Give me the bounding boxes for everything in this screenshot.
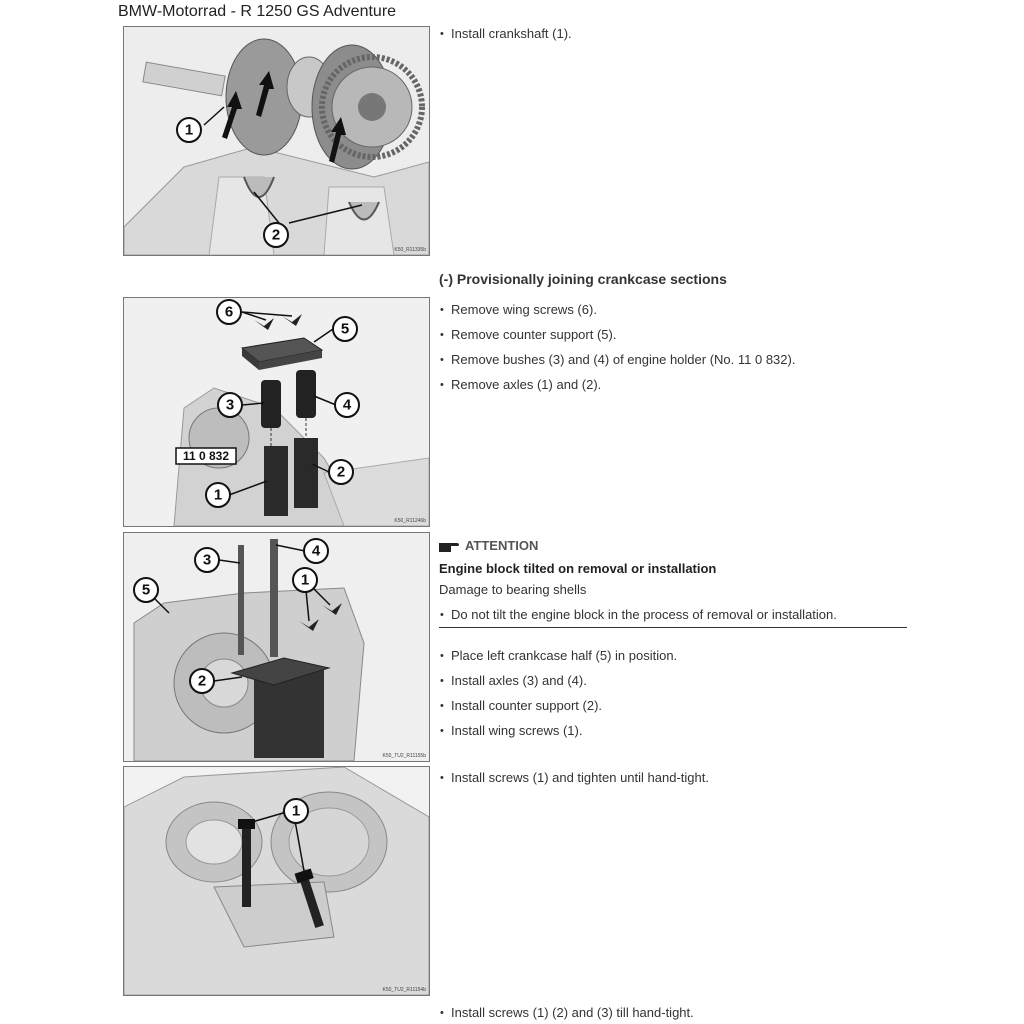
attention-title: Engine block tilted on removal or installation — [439, 561, 717, 576]
callout-2 — [264, 223, 288, 247]
document-title: BMW-Motorrad - R 1250 GS Adventure — [118, 3, 397, 20]
step-screws-final-block — [439, 1005, 909, 1021]
callout-5 — [333, 317, 357, 341]
figure-crankshaft — [123, 26, 430, 256]
callout-6 — [217, 300, 241, 324]
svg-text:5: 5 — [340, 320, 350, 338]
crankshaft-illustration — [124, 27, 429, 255]
callout-2 — [329, 460, 353, 484]
pointing-hand-icon — [439, 540, 459, 552]
svg-text:4: 4 — [311, 542, 321, 560]
step-install-crankshaft: • Install crankshaft (1). — [439, 26, 909, 42]
step-remove-bushes: • Remove bushes (3) and (4) of engine holder (No. 11 0 832). — [439, 352, 909, 368]
step-remove-wing-screws: • Remove wing screws (6). — [439, 302, 909, 318]
svg-text:6: 6 — [224, 303, 234, 321]
callout-3 — [218, 393, 242, 417]
step-place-crankcase-half: • Place left crankcase half (5) in position. — [439, 648, 909, 664]
callout-1 — [293, 568, 317, 592]
figure-code: K50_TU2_R11155b — [382, 753, 426, 759]
svg-text:2: 2 — [197, 672, 207, 690]
attention-instruction: • Do not tilt the engine block in the process of removal or installation. — [439, 607, 909, 623]
figure-code: K50_TU2_R11154b — [382, 987, 426, 993]
svg-text:1: 1 — [213, 486, 223, 504]
crankcase-screws-illustration — [124, 767, 429, 995]
figure-code: K50_R11246b — [394, 518, 426, 524]
step-screws-hand-tight-block — [439, 770, 909, 786]
svg-text:3: 3 — [202, 551, 212, 569]
step-screws-final: • Install screws (1) (2) and (3) till hand-tight. — [439, 1005, 909, 1021]
crankcase-position-illustration — [124, 533, 429, 761]
callout-1 — [177, 118, 201, 142]
callout-1 — [206, 483, 230, 507]
svg-text:5: 5 — [141, 581, 151, 599]
remove-steps-list — [439, 302, 909, 393]
step-screws-hand-tight: • Install screws (1) and tighten until hand-tight. — [439, 770, 909, 786]
attention-divider — [439, 627, 907, 628]
figure-crankcase-screws — [123, 766, 430, 996]
svg-text:1: 1 — [300, 571, 310, 589]
place-steps-list — [439, 648, 909, 739]
attention-header — [439, 538, 909, 553]
step-remove-axles: • Remove axles (1) and (2). — [439, 377, 909, 393]
engine-holder-illustration — [124, 298, 429, 526]
step-install-axles: • Install axles (3) and (4). — [439, 673, 909, 689]
callout-3 — [195, 548, 219, 572]
step-remove-counter-support: • Remove counter support (5). — [439, 327, 909, 343]
callout-4 — [304, 539, 328, 563]
callout-5 — [134, 578, 158, 602]
svg-text:4: 4 — [342, 396, 352, 414]
attention-consequence: Damage to bearing shells — [439, 582, 587, 597]
step-install-wing-screws: • Install wing screws (1). — [439, 723, 909, 739]
attention-instruction-block — [439, 607, 909, 623]
attention-label: ATTENTION — [465, 538, 539, 553]
step-install-counter-support: • Install counter support (2). — [439, 698, 909, 714]
svg-text:2: 2 — [336, 463, 346, 481]
svg-text:2: 2 — [271, 226, 281, 244]
callout-2 — [190, 669, 214, 693]
tool-number-text: 11 0 832 — [182, 449, 230, 463]
svg-text:3: 3 — [225, 396, 235, 414]
callout-4 — [335, 393, 359, 417]
step-install-crankshaft-block — [439, 26, 909, 42]
svg-text:1: 1 — [184, 121, 194, 139]
callout-1 — [284, 799, 308, 823]
svg-text:1: 1 — [291, 802, 301, 820]
figure-engine-holder — [123, 297, 430, 527]
figure-code: K50_R11335b — [394, 247, 426, 253]
section-heading: (-) Provisionally joining crankcase sections — [439, 271, 727, 287]
figure-crankcase-position — [123, 532, 430, 762]
